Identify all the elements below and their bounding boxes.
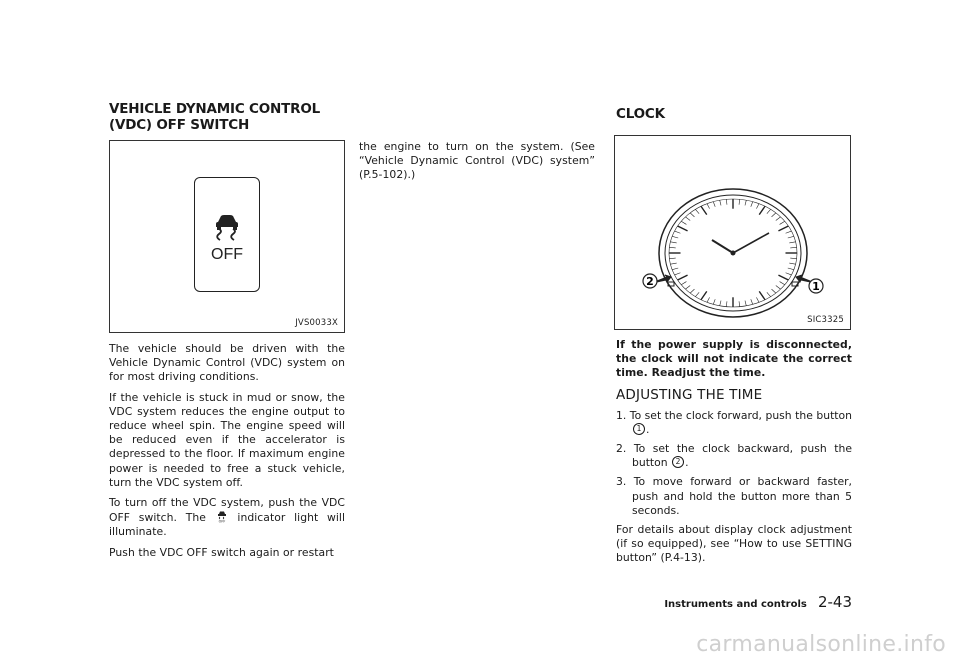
vdc-figure-code: JVS0033X (295, 318, 338, 328)
vdc-paragraph-3 (109, 496, 345, 540)
switch-off-label: OFF (211, 246, 243, 263)
adjust-step-2 (616, 442, 852, 470)
adjusting-time-subtitle: ADJUSTING THE TIME (616, 386, 763, 403)
skid-car-icon (209, 212, 245, 242)
vdc-paragraph-1: The vehicle should be driven with the Vehicle Dynamic Control (VDC) system on for most driving conditions. (109, 342, 345, 384)
clock-body (616, 338, 852, 572)
clock-figure-code: SIC3325 (807, 315, 844, 325)
footer-page-number: 2-43 (817, 593, 852, 611)
clock-warning: If the power supply is disconnected, the clock will not indicate the correct time. Readjust the time. (616, 338, 852, 380)
indicator-off-text: OFF (218, 519, 226, 524)
vdc-paragraph-4-end: the engine to turn on the system. (See “Vehicle Dynamic Control (VDC) system” (P.5-102).) (359, 140, 595, 182)
vdc-switch-figure (109, 140, 345, 333)
step-2-end: . (685, 456, 689, 470)
page-footer (664, 592, 852, 611)
clock-section-title: CLOCK (616, 106, 665, 122)
vdc-paragraph-3-start: To turn off the VDC system, push the VDC OFF switch. The (109, 496, 345, 525)
button-2-ref: 2 (672, 456, 684, 468)
adjust-step-3: 3. To move forward or backward faster, push and hold the button more than 5 seconds. (616, 475, 852, 517)
clock-illustration (615, 136, 850, 329)
button-1-ref: 1 (633, 423, 645, 435)
step-2-text: 2. To set the clock backward, push the button (616, 442, 852, 470)
watermark-text: carmanualsonline.info (696, 632, 946, 657)
footer-section-name: Instruments and controls (664, 599, 807, 610)
clock-details-paragraph: For details about display clock adjustment (if so equipped), see “How to use SETTING button” (P.4-13). (616, 523, 852, 565)
clock-figure (614, 135, 851, 330)
adjust-steps-list (616, 409, 852, 518)
vdc-off-indicator-icon (216, 510, 228, 523)
vdc-body-col1 (109, 342, 345, 566)
vdc-paragraph-2: If the vehicle is stuck in mud or snow, the VDC system reduces the engine output to reduce wheel spin. The engine speed will be reduced even if the accelerator is depressed to the floor. If maximum engine power is needed to free a stuck vehicle, turn the VDC system off. (109, 390, 345, 489)
callout-1-label: 1 (812, 280, 820, 293)
vdc-off-switch-button (194, 177, 260, 292)
vdc-body-col2 (359, 140, 595, 189)
vdc-paragraph-3-end: indicator light will illuminate. (109, 511, 346, 539)
step-1-end: . (646, 422, 650, 436)
callout-2-label: 2 (646, 275, 654, 288)
adjust-step-1 (616, 409, 852, 437)
step-1-text: 1. To set the clock forward, push the button (616, 408, 852, 422)
vdc-paragraph-4-start: Push the VDC OFF switch again or restart (109, 545, 334, 559)
vdc-section-title: VEHICLE DYNAMIC CONTROL (VDC) OFF SWITCH (109, 101, 320, 133)
